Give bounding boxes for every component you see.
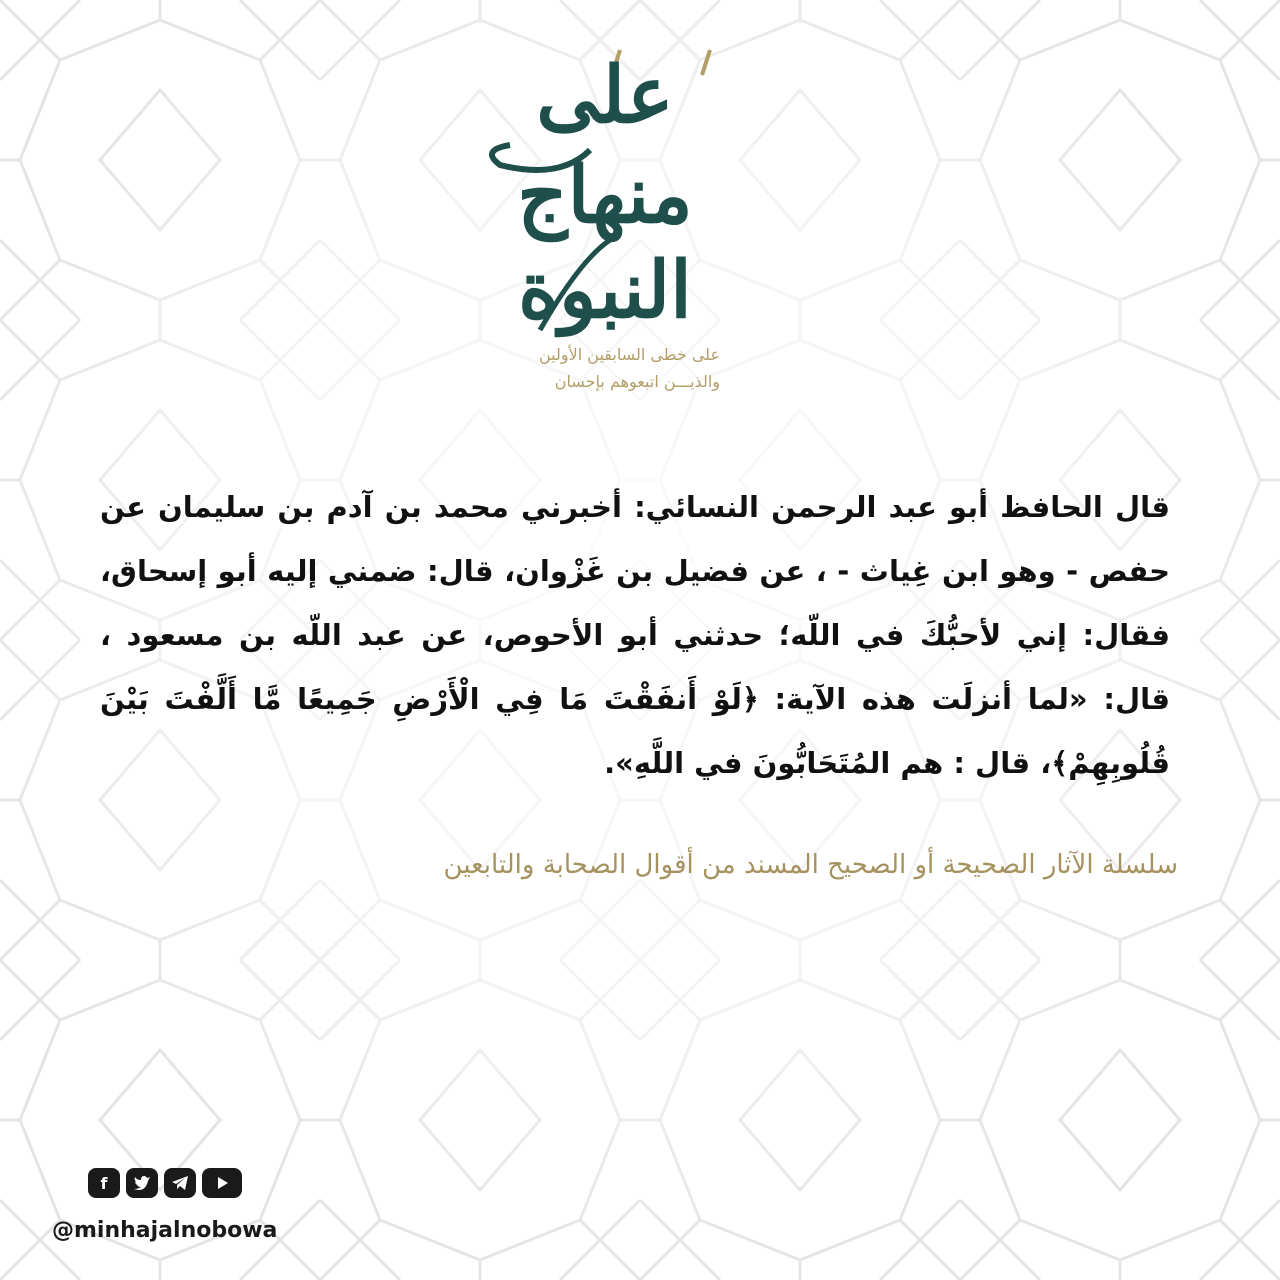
hadith-text: قال الحافظ أبو عبد الرحمن النسائي: أخبرني محمد بن آدم بن سليمان عن حفص - وهو ابن غِياث - ، عن فضيل بن غَزْوان، قال: ضمني إليه أبو إسحاق، فقال: إني لأحبُّكَ في اللّه؛ حدثني أبو الأحوص، عن عبد اللّه بن مسعود ، قال: «لما أنزلَت هذه الآية: ﴿لَوْ أَنفَقْتَ مَا فِي الْأَرْضِ جَمِيعًا مَّا أَلَّفْتَ بَيْنَ قُلُوبِهِمْ﴾، قال : هم المُتَحَابُّونَ في اللَّهِ».: [100, 490, 1170, 780]
facebook-icon[interactable]: f: [88, 1168, 120, 1198]
social-handle[interactable]: @minhajalnobowa: [52, 1218, 278, 1243]
logo-subtitle-line1: على خطى السابقين الأولين: [539, 345, 720, 364]
logo-word-nubuwwa: النبوة: [518, 245, 692, 336]
logo-word-minhaj: منهاج: [517, 150, 693, 241]
logo-subtitle-line2: والذيـــن اتبعوهم بإحسان: [554, 372, 720, 391]
social-icons-row: [88, 1168, 242, 1202]
site-logo: [440, 30, 770, 450]
logo-word-ala: على: [536, 50, 674, 141]
twitter-icon[interactable]: [126, 1168, 158, 1198]
telegram-icon[interactable]: [164, 1168, 196, 1198]
source-citation: سلسلة الآثار الصحيحة أو الصحيح المسند من أقوال الصحابة والتابعين: [443, 850, 1178, 880]
youtube-icon[interactable]: [202, 1168, 242, 1198]
